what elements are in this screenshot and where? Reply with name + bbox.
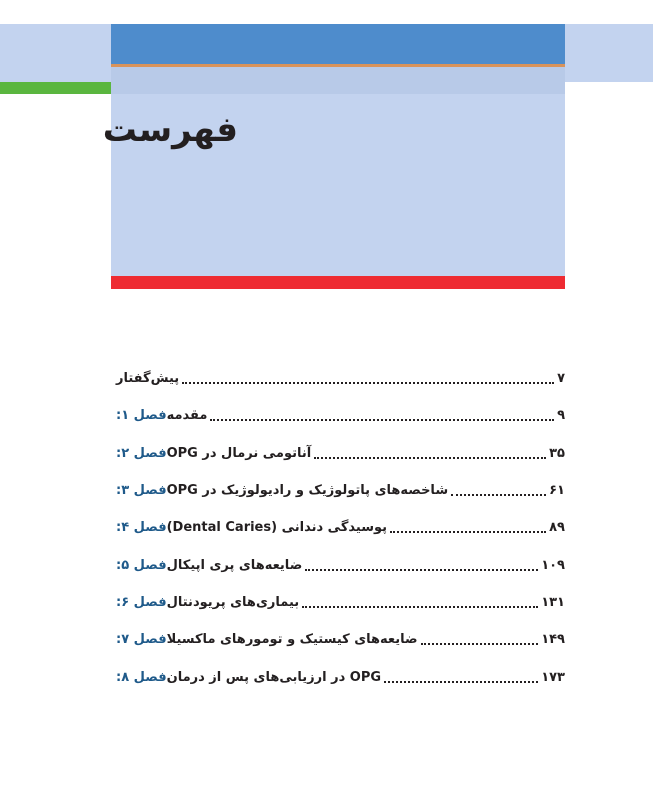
- toc-chapter-number: فصل ۵:: [116, 557, 167, 573]
- toc-chapter-title: مقدمه: [166, 408, 208, 424]
- toc-entry[interactable]: [111, 621, 565, 658]
- right-blue-band: [565, 24, 653, 82]
- toc-page-number: ۳۵: [549, 445, 565, 461]
- toc-chapter-title: پوسیدگی دندانی (Dental Caries): [166, 520, 388, 536]
- dot-leader: [421, 630, 539, 645]
- header-panel: [111, 67, 565, 276]
- toc-entry[interactable]: [111, 509, 565, 546]
- toc-entry-label: [111, 483, 448, 498]
- toc-entry[interactable]: [111, 397, 565, 434]
- toc-entry[interactable]: [111, 472, 565, 509]
- toc-entry-label: [111, 670, 381, 685]
- toc-entry-label: [111, 558, 302, 573]
- toc-chapter-number: فصل ۷:: [116, 632, 167, 648]
- toc-page-number: ۱۴۹: [541, 632, 565, 648]
- toc-chapter-title: آناتومی نرمال در OPG: [166, 445, 312, 461]
- dot-leader: [182, 369, 554, 384]
- toc-entry-label: [111, 371, 179, 386]
- toc-chapter-number: فصل ۲:: [116, 445, 167, 461]
- toc-page-number: ۱۷۳: [541, 669, 565, 685]
- header-strip: [111, 67, 565, 94]
- dot-leader: [314, 444, 546, 459]
- dot-leader: [210, 406, 554, 421]
- toc-chapter-title: ضایعه‌های پری اپیکال: [166, 557, 303, 573]
- dot-leader: [305, 556, 538, 571]
- left-blue-band: [0, 24, 111, 82]
- table-of-contents: [111, 360, 565, 696]
- toc-chapter-number: فصل ۱:: [116, 408, 167, 424]
- dot-leader: [390, 518, 546, 533]
- dot-leader: [302, 593, 538, 608]
- toc-chapter-title: شاخصه‌های پاتولوژیک و رادیولوژیک در OPG: [166, 483, 449, 499]
- toc-entry-label: [111, 595, 299, 610]
- toc-page-number: ۷: [557, 371, 565, 387]
- page-title: فهرست: [102, 110, 238, 150]
- toc-entry[interactable]: [111, 584, 565, 621]
- toc-entry-label: [111, 408, 207, 423]
- toc-page-number: ۱۳۱: [541, 594, 565, 610]
- toc-entry[interactable]: [111, 658, 565, 695]
- toc-entry-label: [111, 446, 311, 461]
- toc-entry[interactable]: [111, 546, 565, 583]
- green-accent-bar: [0, 82, 111, 94]
- toc-chapter-number: فصل ۸:: [116, 669, 167, 685]
- toc-chapter-number: فصل ۳:: [116, 483, 167, 499]
- toc-chapter-number: فصل ۴:: [116, 520, 167, 536]
- toc-page-number: ۹: [557, 408, 565, 424]
- dot-leader: [384, 668, 538, 683]
- dot-leader: [451, 481, 546, 496]
- header-top-bar: [111, 24, 565, 64]
- toc-entry-label: [111, 520, 387, 535]
- toc-chapter-title: ضایعه‌های کیستیک و تومورهای ماکسیلا: [166, 632, 418, 648]
- toc-chapter-title: OPG در ارزیابی‌های پس از درمان: [166, 669, 382, 685]
- toc-entry-label: [111, 632, 418, 647]
- toc-chapter-title: پیش‌گفتار: [116, 371, 180, 387]
- toc-entry[interactable]: [111, 360, 565, 397]
- toc-page-number: ۶۱: [549, 483, 565, 499]
- toc-page-number: ۸۹: [549, 520, 565, 536]
- toc-chapter-title: بیماری‌های پریودنتال: [166, 594, 300, 610]
- header-red-bar: [111, 276, 565, 289]
- toc-page-number: ۱۰۹: [541, 557, 565, 573]
- toc-chapter-number: فصل ۶:: [116, 594, 167, 610]
- toc-entry[interactable]: [111, 435, 565, 472]
